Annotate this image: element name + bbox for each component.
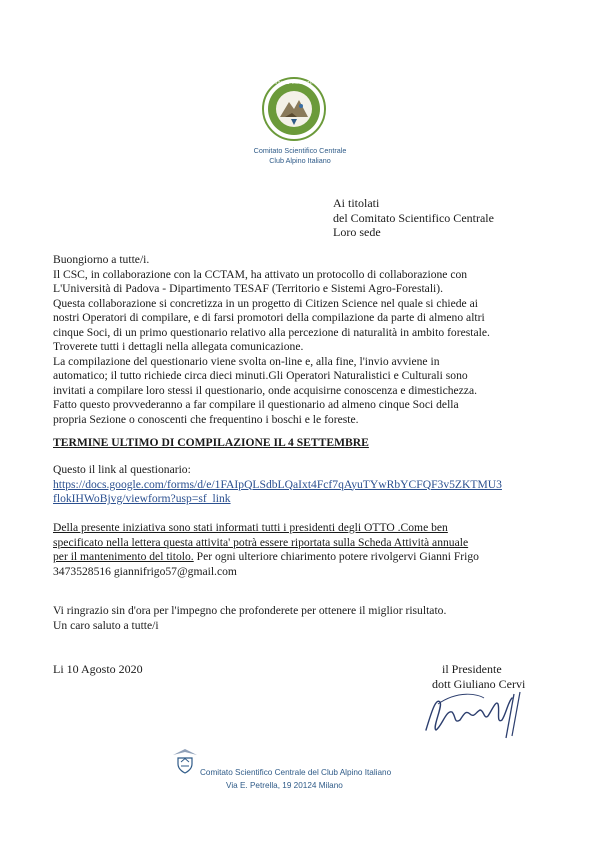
recipient-line-3: Loro sede [333, 225, 381, 240]
signatory-name: dott Giuliano Cervi [432, 676, 526, 691]
link-intro: Questo il link al questionario: [53, 463, 191, 476]
body-line: propria Sezione o conoscenti che frequentino i boschi e le foreste. [53, 413, 359, 427]
body-line: cinque Soci, di un primo questionario relativo alla percezione di naturalità in ambito forestale. [53, 325, 490, 339]
contact-line: Per ogni ulteriore chiarimento potere rivolgervi Gianni Frigo [193, 550, 479, 564]
recipient-line-2: del Comitato Scientifico Centrale [333, 210, 494, 225]
questionnaire-link-line-1[interactable]: https://docs.google.com/forms/d/e/1FAIpQLSdbLQaIxt4Fcf7qAyuTYwRbYCFQF3v5ZKTMU3 [53, 477, 502, 491]
signatory-role: il Presidente [442, 662, 502, 676]
cai-emblem-icon [170, 746, 200, 776]
footer-address [200, 766, 391, 792]
footer-line-2: Via E. Petrella, 19 20124 Milano [226, 781, 343, 790]
handwritten-signature [418, 680, 528, 740]
body-line: Questa collaborazione si concretizza in un progetto di Citizen Science nel quale si chiede ai [53, 296, 478, 310]
body-line: Troverete tutti i dettagli nella allegata comunicazione. [53, 340, 304, 354]
closing-line: Un caro saluto a tutte/i [53, 618, 159, 632]
org-header [200, 146, 400, 165]
info-line: specificato nella lettera questa attivita' potrà essere riportata sulla Scheda Attività annuale [53, 535, 469, 549]
logo-ring-text: COMITATO SCIENTIFICO [264, 80, 324, 85]
info-paragraph [53, 521, 553, 579]
info-line: Della presente iniziativa sono stati informati tutti i presidenti degli OTTO .Come ben [53, 521, 448, 534]
greeting: Buongiorno a tutte/i. [53, 253, 150, 266]
body-line: Il CSC, in collaborazione con la CCTAM, ha attivato un protocollo di collaborazione con [53, 267, 468, 281]
questionnaire-link-line-2[interactable]: flokIHWoBjvg/viewform?usp=sf_link [53, 492, 231, 506]
closing [53, 604, 553, 633]
link-section [53, 463, 553, 507]
recipient-block [333, 196, 494, 240]
org-line-1: Comitato Scientifico Centrale [253, 146, 347, 155]
deadline-notice: TERMINE ULTIMO DI COMPILAZIONE IL 4 SETTEMBRE [53, 436, 369, 449]
body-line: automatico; il tutto richiede circa dieci minuti.Gli Operatori Naturalistici e Culturali sono [53, 369, 468, 383]
org-line-2: Club Alpino Italiano [269, 155, 331, 165]
body-line: Fatto questo provvederanno a far compilare il questionario ad almeno cinque Soci della [53, 398, 459, 412]
body-line: La compilazione del questionario viene svolta on-line e, alla fine, l'invio avviene in [53, 354, 440, 368]
recipient-line-1: Ai titolati [333, 196, 380, 210]
body-line: L'Università di Padova - Dipartimento TESAF (Territorio e Sistemi Agro-Forestali). [53, 282, 444, 296]
closing-line: Vi ringrazio sin d'ora per l'impegno che profonderete per ottenere il miglior risultato. [53, 604, 447, 617]
csc-logo [261, 76, 327, 142]
body-line: invitati a compilare loro stessi il questionario, onde acquisirne conoscenza e dimestichezza. [53, 383, 477, 397]
footer-line-1: Comitato Scientifico Centrale del Club Alpino Italiano [200, 768, 392, 777]
letter-date: Li 10 Agosto 2020 [53, 662, 143, 676]
letter-body [53, 253, 553, 428]
body-line: nostri Operatori di compilare, e di farsi promotori della compilazione da parte di almeno altri [53, 311, 485, 325]
contact-phone-email: 3473528516 giannifrigo57@gmail.com [53, 564, 237, 578]
info-line: per il mantenimento del titolo. [53, 550, 194, 564]
